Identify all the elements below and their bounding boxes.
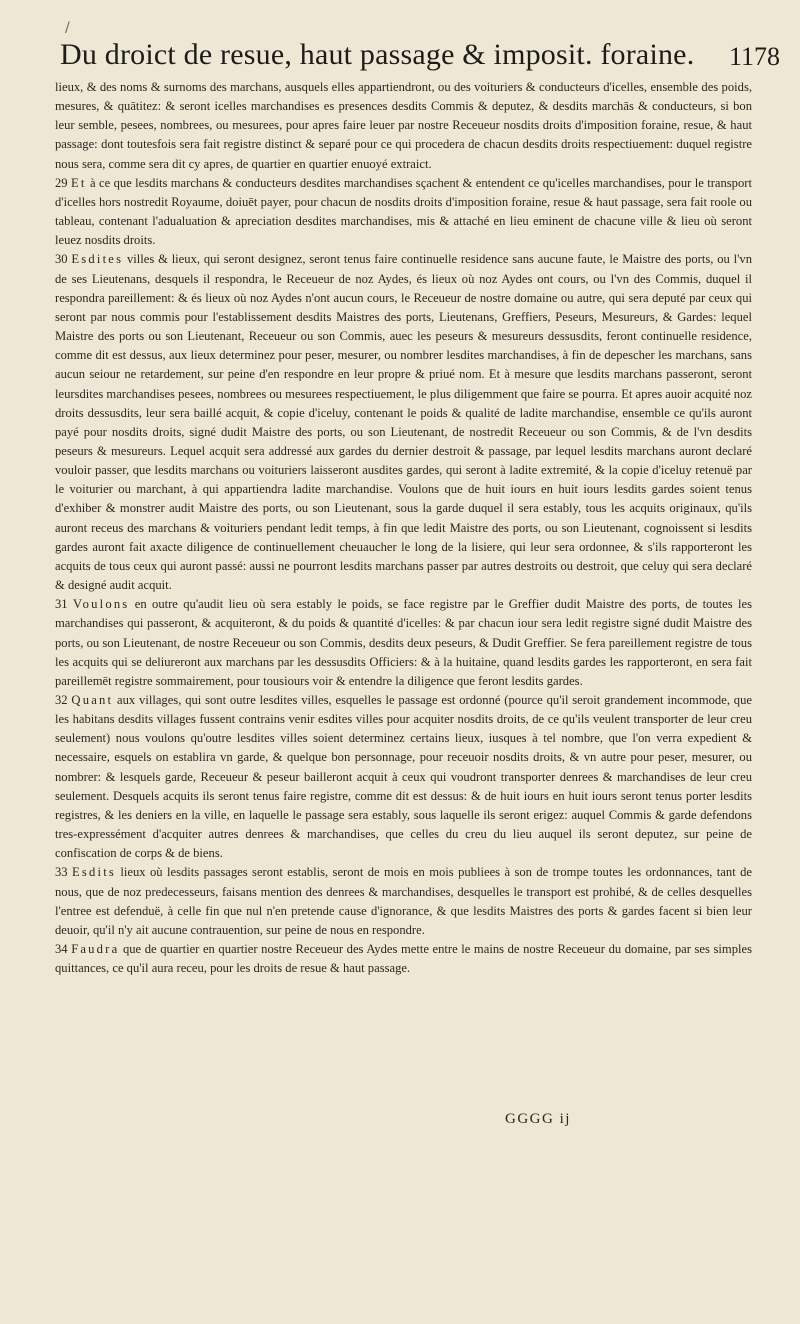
paragraph-text: à ce que lesdits marchans & conducteurs desdites marchandises sçachent & entendent ce qu'icelles marchandises, pour le transport d'icelles hors nostredit Royaume, doiuēt payer, pour chacun de nosdits droits d'imposition foraine, resue & haut passage, sera fait roole ou tableau, contenant l'adualuation & apreciation desdites marchandises, mis & attaché en lieu eminent de chacune ville & lieu où seront leuez nosdits droits.: [55, 175, 752, 248]
paragraph-number: 34: [55, 942, 68, 957]
paragraph-text: que de quartier en quartier nostre Receueur des Aydes mette entre le mains de nostre Receueur du domaine, par ses simples quittances, ce qu'il aura receu, pour les droits de resue & haut passage.: [55, 942, 752, 976]
paragraph-continuation: [55, 78, 752, 174]
paragraph-lead-word: Voulons: [72, 597, 130, 612]
paragraph-number: 30: [55, 252, 68, 267]
paragraph-number: 31: [55, 597, 68, 612]
paragraph-29: [55, 174, 752, 251]
paragraph-text: villes & lieux, qui seront designez, seront tenus faire continuelle residence sans aucune faute, le Maistre des ports, ou l'vn de ses Lieutenans, desquels il respondra, le Receueur de noz Aydes, és lieux où noz Aydes ont cours, ou l'vn des Commis, duquel il respondra pareillement: & és lieux où noz Aydes n'ont aucun cours, le Receueur de nostre domaine ou autre, qui sera deputé par ceux qui seront par nous commis pour l'establissement desdits Maistres des ports, Lieutenans, Greffiers, Peseurs, Mesureurs, & Gardes: lequel Maistre des ports ou son Lieutenant, Receueur ou son Commis, auec les peseurs & mesureurs dessusdits, feront continuelle residence, comme dit est dessus, aux lieux determinez pour peser, mesurer, ou nombrer lesdites marchandises, à fin de depescher les marchans, sans aucun seiour ne retardement, sur peine d'en respondre en leur propre & priué nom. Et à mesure que lesdits marchans passeront, seront leursdites marchandises pesees, nombrees ou mesurees respectiuement, le plus diligemment que faire se pourra. Et apres auoir acquité noz droits dessusdits, leur sera baillé acquit, & copie d'iceluy, contenant le poids & qualité de ladite marchandise, ensemble ce qu'ils auront payé pour nosdits droits, signé dudit Maistre des ports, ou son Lieutenant, de nostredit Receueur ou son Commis, & de l'vn desdits peseurs & mesureurs. Lequel acquit sera addressé aux gardes du dernier destroit & passage, par lequel lesdits marchans auront declaré vouloir passer, que lesdits marchans ou voituriers laisseront ausdites gardes, qui seront à ladite extremité, & la copie d'iceluy retenuë par le voiturier ou marchant, à qui appartiendra ladite marchandise. Voulons que de huit iours en huit iours lesdits gardes soient tenus d'exhiber & monstrer audit Maistre des ports, ou son Lieutenant, sous la garde duquel il sera estably, tous les acquits originaux, qu'ils auront receus des marchans & voituriers pendant ledit temps, à fin que ledit Maistre des ports, ou son Lieutenant, cognoissent si lesdits gardes auront fait axacte diligence de continuellement cheuaucher le long de la lisiere, qui leur sera ordonnee, & s'ils rapporteront les acquits de tous ceux qui auront passé: aussi ne pourront lesdits marchans passer par autres destroits ou destroit, que celuy qui sera declaré & designé audit acquit.: [55, 252, 752, 593]
signature-mark: GGGG ij: [505, 1111, 571, 1127]
paragraph-number: 29: [55, 175, 68, 190]
paragraph-text: lieux, & des noms & surnoms des marchans, ausquels elles appartiendront, ou des voituriers & conducteurs d'icelles, ensemble des poids, mesures, & quātitez: & seront icelles marchandises es presences desdits Commis & deputez, & desdits marchās & conducteurs, si bon leur semble, pesees, nombrees, ou mesurees, pour apres faire leuer par nostre Receueur nosdits droits d'imposition foraine, resue, & haut passage: dont toutesfois sera fait registre distinct & separé pour ce qui procedera de chacun desdits droits respectiuement: duquel registre nous sera, comme sera dit cy apres, de quartier en quartier enuoyé extraict.: [55, 80, 752, 171]
paragraph-32: [55, 691, 752, 863]
page-number: 1178: [728, 42, 780, 71]
paragraph-lead-word: Esdits: [72, 865, 116, 880]
paragraph-34: [55, 940, 752, 978]
paragraph-33: [55, 863, 752, 940]
paragraph-text: en outre qu'audit lieu où sera estably le poids, se face registre par le Greffier dudit Maistre des ports, de toutes les marchandises qui passeront, & acquiteront, & du poids & quantité d'icelles: & par chacun iour sera ledit registre signé dudit Maistre des ports, ou son Lieutenant, de nostre Receueur ou son Commis, desdits deux peseurs, & Dudit Greffier. Se fera pareillement registre de tous les acquits qui se deliureront aux marchans par les dessusdits Officiers: & à la huitaine, quand lesdits gardes les rapporteront, en sera fait pareillemēt registre sommairement, pour tousiours voir & entendre la diligence que feront lesdits gardes.: [55, 597, 752, 688]
paragraph-lead-word: Esdites: [71, 252, 124, 267]
paragraph-31: [55, 595, 752, 691]
paragraph-text: lieux où lesdits passages seront establis, seront de mois en mois publiees à son de trompe toutes les ordonnances, tant de nous, que de noz predecesseurs, faisans mention des denrees & marchandises, desquelles le transport est prohibé, & de celles desquelles l'entree est defenduë, à celle fin que nul n'en pretende cause d'ignorance, & que lesdits Maistres des ports & gardes facent si bien leur deuoir, qu'il n'y ait aucune contrauention, sur peine de nous en respondre.: [55, 865, 752, 937]
page-header: [60, 38, 780, 78]
paragraph-lead-word: Faudra: [71, 942, 120, 957]
paragraph-lead-word: Et: [71, 175, 87, 190]
running-title: Du droict de resue, haut passage & imposit. foraine.: [60, 38, 695, 71]
paragraph-lead-word: Quant: [71, 693, 114, 707]
paragraph-number: 32: [55, 693, 68, 707]
paragraph-30: [55, 250, 752, 595]
paragraph-number: 33: [55, 865, 68, 880]
body-text: [55, 78, 752, 978]
paragraph-text: aux villages, qui sont outre lesdites villes, esquelles le passage est ordonné (pource qu'il seroit grandement incommode, que les habitans desdits villages fussent contrains venir esdites villes pour acquiter nosdits droits, de ce qu'ils veulent transporter de leur creu seulement) nous voulons qu'outre lesdites villes soient determinez certains lieux, iusques à tel nombre, que l'on verra expedient & necessaire, esquels on establira vn garde, & quelque bon personnage, pour receuoir nosdits droits, & vn autre pour peser, mesurer, ou nombrer: & lesquels garde, Receueur & peseur bailleront acquit à ceux qui voudront transporter denrees & marchandises de leur creu seulement. Desquels acquits ils seront tenus faire registre, comme dit est dessus: & de huit iours en huit iours seront tenus porter lesdits registres, & les deniers en la ville, en laquelle le passage sera estably, sous laquelle ils seront erigez: auquel Commis & garde defendons tres-expressément d'acquiter autres denrees & marchandises, que celles du creu du lieu auquel ils seront deputez, sur peine de confiscation de corps & de biens.: [55, 693, 752, 861]
top-mark: /: [65, 20, 70, 36]
